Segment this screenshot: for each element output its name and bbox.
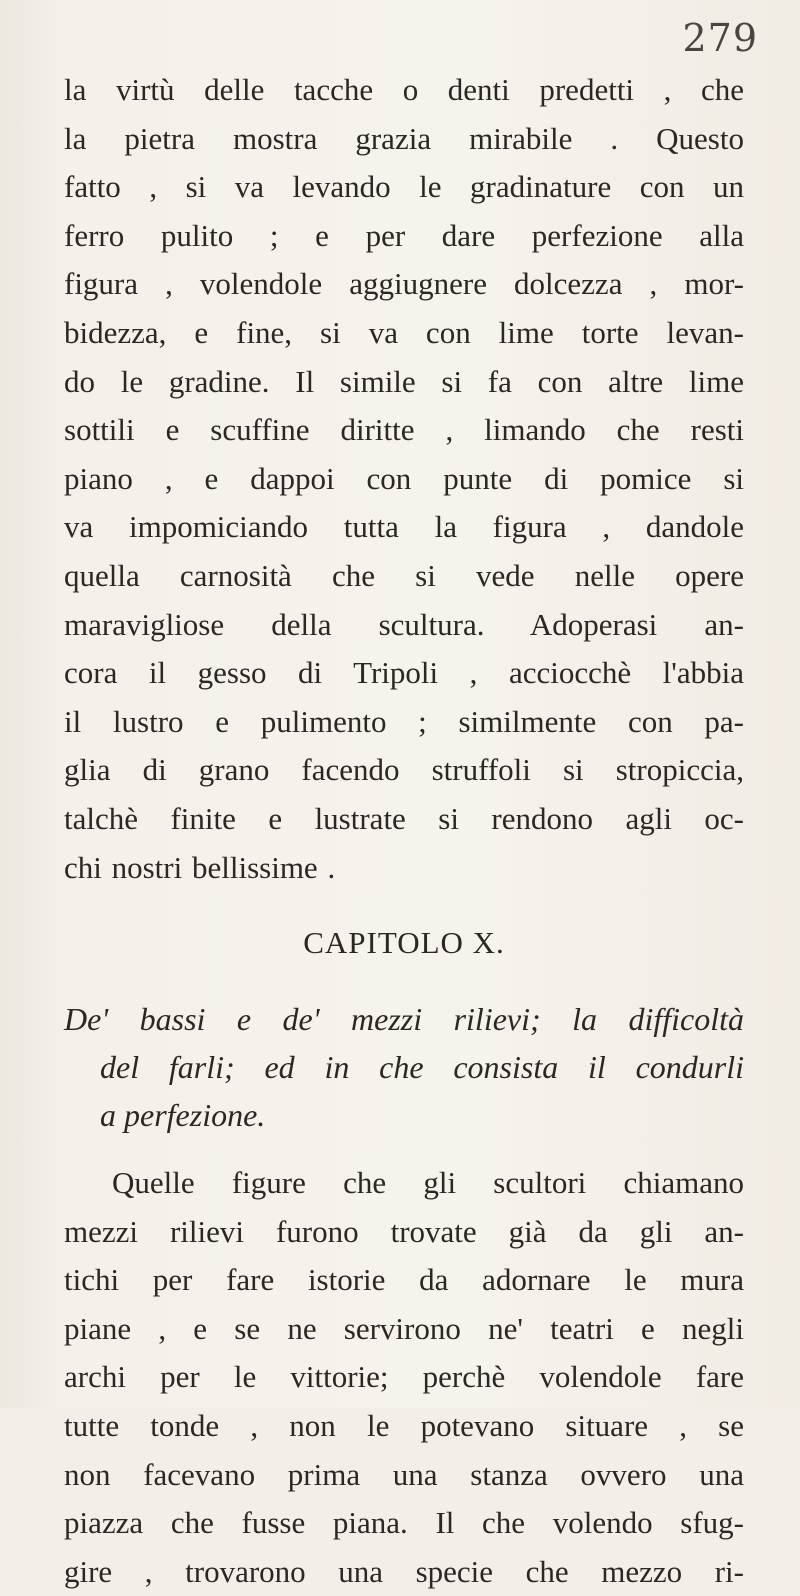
text-line: la pietra mostra grazia mirabile . Questo <box>64 120 744 156</box>
text-line: tutte tonde , non le potevano situare , se <box>64 1408 744 1444</box>
text-line: piazza che fusse piana. Il che volendo sfug- <box>64 1505 744 1541</box>
text-line: sottili e scuffine diritte , limando che resti <box>64 412 744 448</box>
text-line: fatto , si va levando le gradinature con un <box>64 169 744 205</box>
text-line: figura , volendole aggiugnere dolcezza , mor- <box>64 266 744 302</box>
text-line: glia di grano facendo struffoli si stropiccia, <box>64 752 744 788</box>
paragraph-1 <box>64 66 744 892</box>
text-line: Quelle figure che gli scultori chiamano <box>112 1165 744 1201</box>
text-line: mezzi rilievi furono trovate già da gli an- <box>64 1213 744 1249</box>
text-line: piano , e dappoi con punte di pomice si <box>64 460 744 496</box>
text-line: va impomiciando tutta la figura , dandole <box>64 509 744 545</box>
text-line: la virtù delle tacche o denti predetti , che <box>64 72 744 107</box>
text-line: il lustro e pulimento ; similmente con pa- <box>64 703 744 739</box>
text-line: ferro pulito ; e per dare perfezione alla <box>64 217 744 253</box>
page-number: 279 <box>682 16 758 60</box>
text-line: cora il gesso di Tripoli , acciocchè l'abbia <box>64 655 744 691</box>
subtitle-line: del farli; ed in che consista il condurli <box>100 1049 744 1086</box>
text-line: archi per le vittorie; perchè volendole fare <box>64 1359 744 1395</box>
paragraph-2 <box>64 1159 744 1596</box>
text-line: maravigliose della scultura. Adoperasi an- <box>64 606 744 642</box>
subtitle-line: De' bassi e de' mezzi rilievi; la difficoltà <box>64 1001 744 1038</box>
chapter-subtitle <box>64 995 744 1139</box>
text-line: tichi per fare istorie da adornare le mura <box>64 1262 744 1298</box>
text-body <box>64 66 744 1596</box>
text-line: chi nostri bellissime . <box>64 849 336 885</box>
text-line: gire , trovarono una specie che mezzo ri- <box>64 1553 744 1589</box>
text-line: bidezza, e fine, si va con lime torte levan- <box>64 314 744 350</box>
text-line: do le gradine. Il simile si fa con altre lime <box>64 363 744 399</box>
chapter-heading: CAPITOLO X. <box>303 925 505 961</box>
text-line: piane , e se ne servirono ne' teatri e negli <box>64 1310 744 1346</box>
text-line: non facevano prima una stanza ovvero una <box>64 1456 744 1492</box>
subtitle-line: a perfezione. <box>100 1097 266 1134</box>
text-line: quella carnosità che si vede nelle opere <box>64 557 744 593</box>
text-line: talchè finite e lustrate si rendono agli oc- <box>64 800 744 836</box>
